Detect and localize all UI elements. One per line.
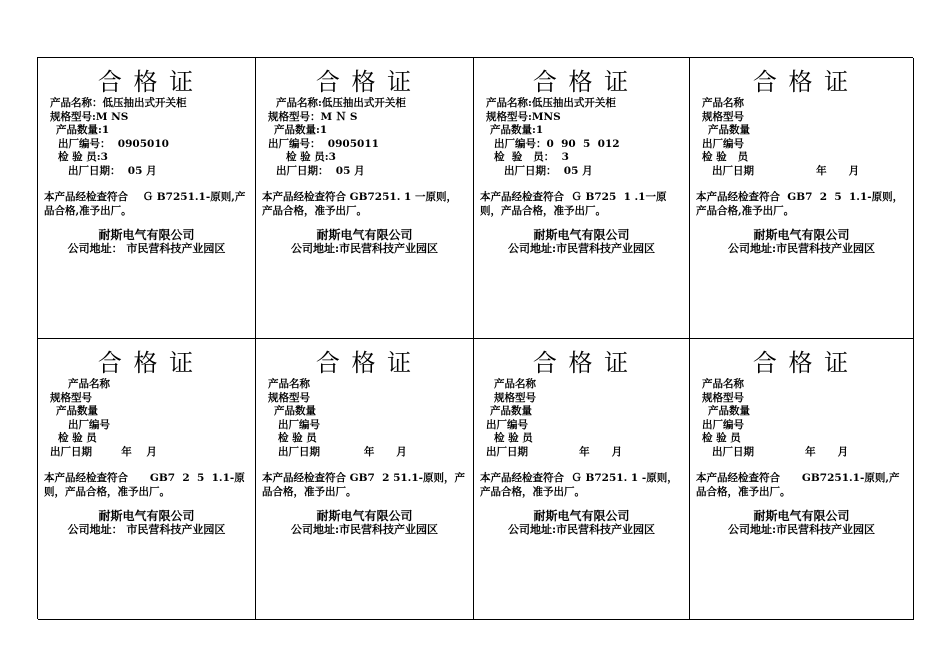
company-address: 公司地址:市民营科技产业园区 <box>290 242 439 255</box>
certificate-field: 出厂编号 <box>278 418 320 431</box>
certificate-field: 检 验 员 <box>58 432 97 444</box>
certificate-card <box>690 58 914 339</box>
certificate-fields <box>690 378 913 459</box>
company-address: 公司地址:市民营科技产业园区 <box>727 242 876 255</box>
certificate-field: 出厂编号 <box>702 418 744 431</box>
certificate-card <box>38 339 256 620</box>
certificate-field: 产品名称 <box>702 97 744 109</box>
inspection-statement: 本产品经检查符合 Ｇ B7251.1-原则,产品合格,准予出厂。 <box>44 191 246 217</box>
certificate-title: 合 格 证 <box>97 349 196 377</box>
certificate-field: 出厂编号 <box>702 137 744 150</box>
certificate-field: 出厂编号 <box>486 418 528 431</box>
certificate-field: 产品数量:1 <box>56 124 110 136</box>
certificate-fields <box>256 97 473 178</box>
certificate-field: 产品数量 <box>490 405 532 417</box>
inspection-statement: 本产品经检查符合 Ｇ B7251. 1 -原则，产品合格，准予出厂。 <box>480 472 678 498</box>
certificate-title: 合 格 证 <box>752 68 851 96</box>
certificate-card <box>256 339 474 620</box>
certificate-field: 出厂编号：0 90 5 012 <box>494 137 620 150</box>
inspection-statement: 本产品经检查符合 GB7 2 5 1.1-原则，产品合格，准予出厂。 <box>44 472 245 498</box>
certificate-field: 产品名称：低压抽出式开关柜 <box>50 97 187 109</box>
certificate-fields <box>256 378 473 459</box>
company-address: 公司地址:市民营科技产业园区 <box>507 242 656 255</box>
certificate-fields <box>474 97 689 178</box>
certificate-fields <box>38 97 255 178</box>
certificate-card <box>690 339 914 620</box>
certificate-field: 产品数量:1 <box>490 124 544 136</box>
certificate-field: 规格型号 <box>702 391 744 404</box>
certificate-field: 检 验 员 <box>702 432 741 444</box>
certificate-card <box>256 58 474 339</box>
certificate-field: 产品数量:1 <box>274 124 328 136</box>
company-address: 公司地址： 市民营科技产业园区 <box>67 523 226 536</box>
certificate-title: 合 格 证 <box>532 349 631 377</box>
certificate-field: 检 验 员:3 <box>286 151 336 163</box>
certificate-title: 合 格 证 <box>315 349 414 377</box>
certificate-field: 产品名称 <box>68 378 110 390</box>
certificate-title: 合 格 证 <box>532 68 631 96</box>
company-address: 公司地址:市民营科技产业园区 <box>507 523 656 536</box>
certificate-field: 出厂日期 年 月 <box>50 445 157 458</box>
certificate-field: 产品名称 <box>494 378 536 390</box>
certificate-field: 出厂日期： 05 月 <box>68 164 157 177</box>
inspection-statement: 本产品经检查符合 GB7 2 51.1-原则，产品合格，准予出厂。 <box>262 472 466 498</box>
certificate-field: 产品名称 <box>702 378 744 390</box>
certificate-field: 规格型号 <box>494 391 536 404</box>
certificate-field: 检 验 员 <box>702 151 749 163</box>
certificate-field: 规格型号:MNS <box>486 110 561 123</box>
inspection-statement: 本产品经检查符合 GB7251.1-原则,产品合格，准予出厂。 <box>696 472 900 498</box>
certificate-field: 产品数量 <box>274 405 316 417</box>
certificate-card <box>38 58 256 339</box>
certificate-title: 合 格 证 <box>752 349 851 377</box>
certificate-field: 检 验 员:3 <box>58 151 108 163</box>
certificate-field: 规格型号 <box>702 110 744 123</box>
certificate-field: 出厂日期 年 月 <box>278 445 407 458</box>
certificate-field: 检 验 员 <box>494 432 533 444</box>
certificate-field: 检 验 员： 3 <box>494 151 569 163</box>
certificate-field: 出厂日期 年 月 <box>712 164 860 177</box>
certificate-title: 合 格 证 <box>97 68 196 96</box>
certificate-field: 出厂日期 年 月 <box>486 445 623 458</box>
certificate-title: 合 格 证 <box>315 68 414 96</box>
certificate-field: 规格型号 <box>268 391 310 404</box>
certificate-field: 产品数量 <box>56 405 98 417</box>
certificate-fields <box>474 378 689 459</box>
certificate-field: 产品数量 <box>708 405 750 417</box>
company-name: 耐斯电气有限公司 <box>98 509 195 523</box>
certificate-field: 出厂编号 <box>68 418 110 431</box>
certificate-fields <box>38 378 255 459</box>
certificate-field: 产品名称:低压抽出式开关柜 <box>486 97 616 109</box>
certificate-fields <box>690 97 913 178</box>
certificate-field: 出厂日期： 05 月 <box>504 164 593 177</box>
certificate-field: 产品名称 <box>268 378 310 390</box>
company-name: 耐斯电气有限公司 <box>316 228 413 242</box>
certificate-sheet <box>37 57 913 619</box>
certificate-card <box>474 339 690 620</box>
certificate-field: 产品数量 <box>708 124 750 136</box>
certificate-field: 出厂编号： 0905011 <box>268 137 379 150</box>
company-name: 耐斯电气有限公司 <box>753 509 850 523</box>
company-address: 公司地址： 市民营科技产业园区 <box>67 242 226 255</box>
company-name: 耐斯电气有限公司 <box>98 228 195 242</box>
certificate-field: 规格型号：M Ｎ S <box>268 110 358 123</box>
inspection-statement: 本产品经检查符合 GB7251. 1 一原则，产品合格，准予出厂。 <box>262 191 457 217</box>
certificate-field: 规格型号:M NS <box>50 110 129 123</box>
certificate-card <box>474 58 690 339</box>
inspection-statement: 本产品经检查符合 Ｇ B725 1 .1一原则，产品合格，准予出厂。 <box>480 191 667 217</box>
company-name: 耐斯电气有限公司 <box>316 509 413 523</box>
certificate-field: 出厂日期 年 月 <box>712 445 849 458</box>
certificate-field: 出厂编号： 0905010 <box>58 137 169 150</box>
certificate-field: 规格型号 <box>50 391 92 404</box>
company-address: 公司地址:市民营科技产业园区 <box>290 523 439 536</box>
company-name: 耐斯电气有限公司 <box>753 228 850 242</box>
certificate-field: 出厂日期： 05 月 <box>276 164 365 177</box>
inspection-statement: 本产品经检查符合 GB7 2 5 1.1-原则，产品合格,准予出厂。 <box>696 191 904 217</box>
company-address: 公司地址:市民营科技产业园区 <box>727 523 876 536</box>
certificate-field: 产品名称:低压抽出式开关柜 <box>276 97 406 109</box>
certificate-field: 检 验 员 <box>278 432 317 444</box>
company-name: 耐斯电气有限公司 <box>533 228 630 242</box>
company-name: 耐斯电气有限公司 <box>533 509 630 523</box>
